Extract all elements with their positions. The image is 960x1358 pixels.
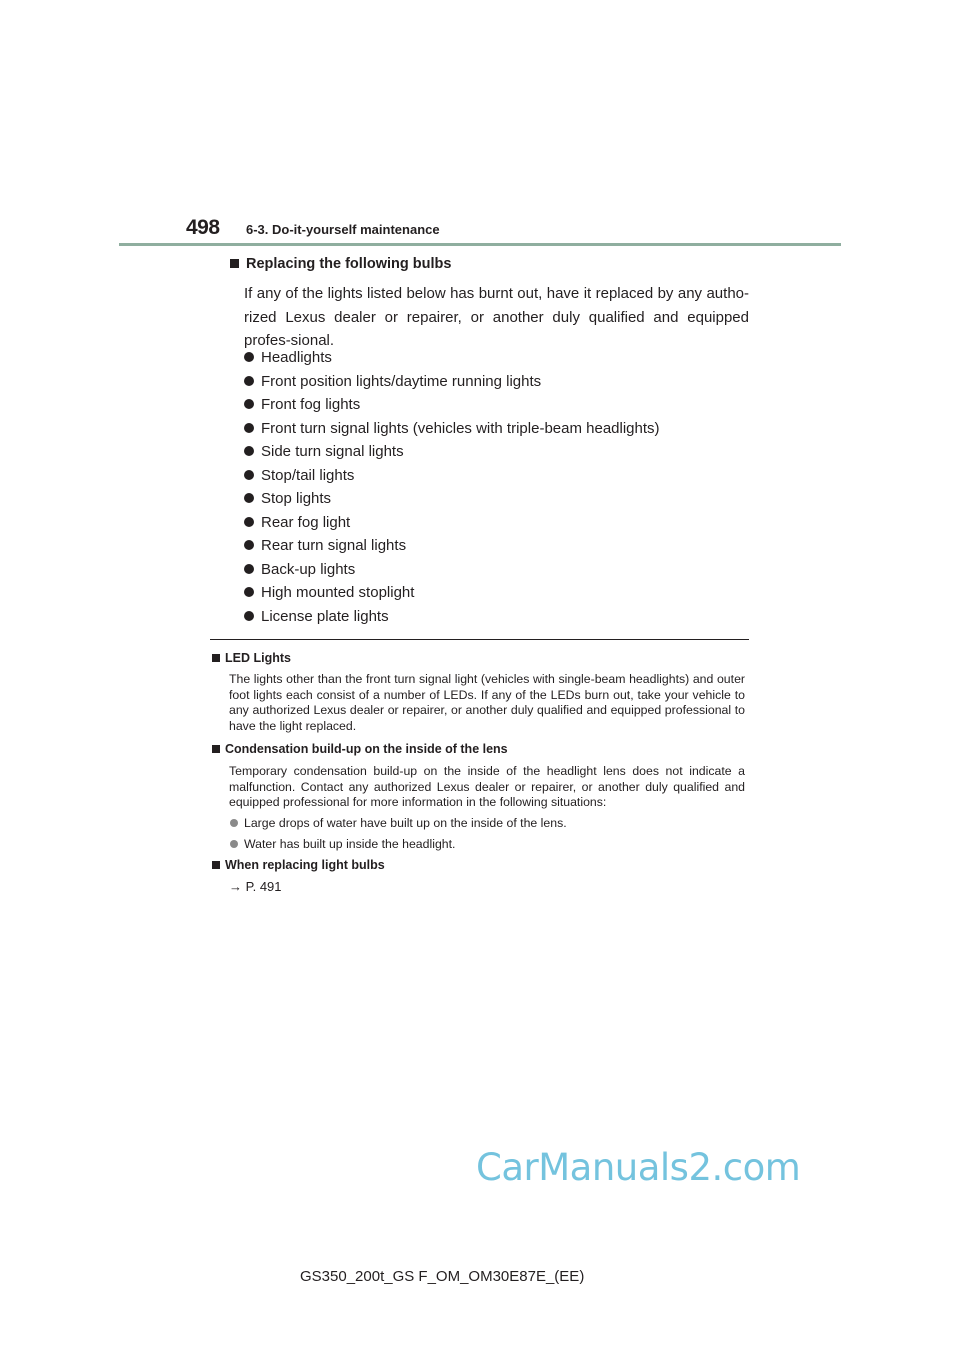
section-title: 6-3. Do-it-yourself maintenance [246,222,440,237]
main-heading-text: Replacing the following bulbs [246,256,452,272]
bullet-icon [244,423,254,433]
bulb-label: Rear turn signal lights [261,537,407,554]
bullet-icon [244,446,254,456]
bulb-label: Stop/tail lights [261,466,355,484]
bulb-label: Headlights [261,349,332,366]
list-item [244,605,660,629]
list-item [244,464,660,488]
bulb-label: Back-up lights [261,560,356,578]
condensation-item: Large drops of water have built up on the inside of the lens. [244,816,567,830]
bulb-label: Stop lights [261,490,332,507]
list-item [244,346,660,370]
condensation-heading-text: Condensation build-up on the inside of the lens [225,742,508,756]
bullet-icon [244,540,254,550]
page-number: 498 [186,216,220,239]
list-item [244,558,660,582]
list-item [244,370,660,394]
led-text: The lights other than the front turn signal light (vehicles with single-beam headlights) and outer foot lights each consist of a number of LEDs. If any of the LEDs burn out, take your vehicle to any authorized Lexus dealer or repairer, or another duly qualified and equipped professional to have the light replaced. [229,672,745,733]
bullet-icon [244,376,254,386]
condensation-heading [212,742,508,756]
notes-divider [210,639,749,640]
page-reference: → P. 491 [229,879,282,894]
main-heading [230,256,451,272]
replacing-heading [212,858,385,872]
main-paragraph: If any of the lights listed below has burnt out, have it replaced by any autho-rized Lexus dealer or repairer, or another duly qualified and equipped profes-sional. [244,285,749,349]
bullet-icon [244,517,254,527]
bullet-icon [244,352,254,362]
watermark: CarManuals2.com [476,1146,801,1189]
led-heading [212,651,291,665]
bullet-icon [244,470,254,480]
bulb-label: Front fog lights [261,396,361,413]
header-rule [119,243,841,246]
bulb-list [244,346,660,628]
square-bullet-icon [212,861,220,869]
bulb-label: Rear fog light [261,513,351,531]
list-item [244,534,660,558]
led-heading-text: LED Lights [225,651,291,665]
square-bullet-icon [212,654,220,662]
bulb-label: Side turn signal lights [261,443,404,460]
replacing-heading-text: When replacing light bulbs [225,858,385,872]
bulb-label: Front turn signal lights (vehicles with triple-beam headlights) [261,419,660,437]
list-item [230,837,455,851]
square-bullet-icon [230,259,239,268]
bullet-icon [230,840,238,848]
list-item [230,816,567,830]
list-item [244,581,660,605]
bulb-label: Front position lights/daytime running lights [261,372,542,390]
bullet-icon [244,493,254,503]
bulb-label: High mounted stoplight [261,584,415,601]
list-item [244,511,660,535]
square-bullet-icon [212,745,220,753]
footer-doc-code: GS350_200t_GS F_OM_OM30E87E_(EE) [300,1268,585,1285]
bullet-icon [230,819,238,827]
bulb-label: License plate lights [261,607,389,625]
list-item [244,487,660,511]
list-item [244,440,660,464]
bullet-icon [244,611,254,621]
bullet-icon [244,564,254,574]
condensation-item: Water has built up inside the headlight. [244,837,456,851]
bullet-icon [244,587,254,597]
condensation-text: Temporary condensation build-up on the inside of the headlight lens does not indicate a malfunction. Contact any authorized Lexus dealer or repairer, or another duly qualified and equipped professional for more information in the following situations: [229,764,745,809]
list-item [244,417,660,441]
list-item [244,393,660,417]
bullet-icon [244,399,254,409]
